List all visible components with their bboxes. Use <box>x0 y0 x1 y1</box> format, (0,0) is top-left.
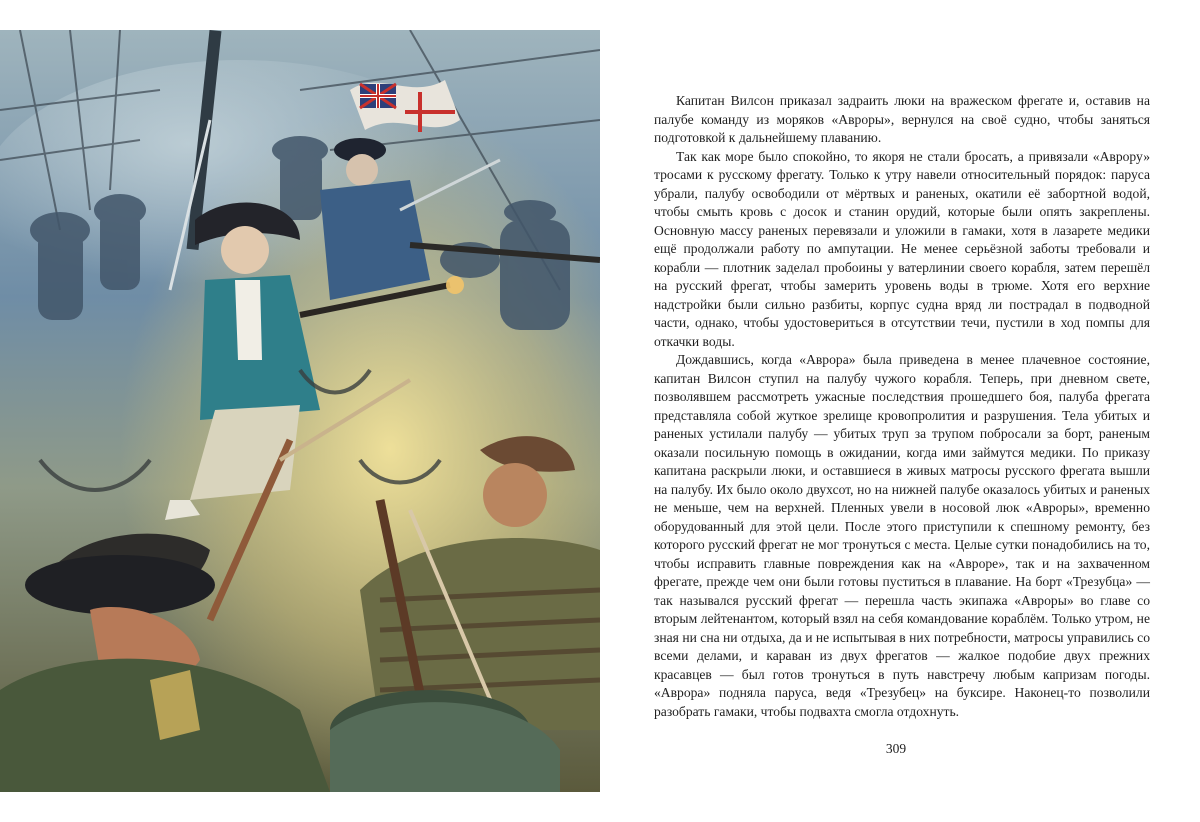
boarding-battle-painting <box>0 30 600 792</box>
page-number: 309 <box>885 741 907 756</box>
paragraph-3: Дождавшись, когда «Аврора» была приведена в менее плачевное состояние, капитан Вилсон ступил на палубу чужого корабля. Теперь, при дневном свете, позволявшем рассмотреть ужасные последствия прошедшего боя, палуба фрегата представляла собой жуткое зрелище кровопролития и разрушения. Тела убитых и раненых устилали палубу — убитых труп за трупом побросали за борт, раненым оказали посильную помощь в ожидании, когда ими займутся медики. По приказу капитана раскрыли люки, и оставшиеся в живых матросы русского фрегата вышли на палубу. Их было около двухсот, но на нижней палубе оказалось убитых и раненых не меньше, чем на верхней. Пленных увели в носовой люк «Авроры», временно оборудованный для этой цели. После этого приступили к спешному ремонту, без которого русский фрегат не мог тронуться с места. Целые сутки понадобились на то, чтобы исправить главные повреждения как на «Авроре», так и на захваченном фрегате, прежде чем они были готовы пуститься в плавание. На борт «Трезубца» — так назывался русский фрегат — перешла часть экипажа «Авроры» во главе со вторым лейтенантом, который взял на себя командование кораблём. Только утром, не зная ни сна ни отдыха, да и не испытывая в них потребности, матросы управились со всеми делами, и караван из двух фрегатов — жалкое подобие двух прежних красавцев — был готов тронуться в путь навстречу любым капризам погоды. «Аврора» подняла паруса, ведя «Трезубец» на буксире. Наконец-то позволили разобрать гамаки, чтобы подвахта смогла отдохнуть. <box>654 352 1150 719</box>
battle-illustration <box>0 30 600 792</box>
paragraph-1: Капитан Вилсон приказал задраить люки на вражеском фрегате и, оставив на палубе команду из моряков «Авроры», вернулся на своё судно, чтобы заняться подготовкой к дальнейшему плаванию. <box>654 93 1150 145</box>
paragraph-2: Так как море было спокойно, то якоря не стали бросать, а привязали «Аврору» тросами к русскому фрегату. Только к утру навели относительный порядок: паруса убрали, палубу освободили от мёртвых и раненых, окатили её забортной водой, чтобы смыть кровь с досок и станин орудий, которые были опять закреплены. Основную массу раненых перевязали и уложили в гамаки, хотя в лазарете медики ещё продолжали работу по ампутации. Не менее серьёзной заботы требовали и корабли — плотник заделал пробоины у ватерлинии своего корабля, затем перешёл на русский фрегат, чтобы замерить уровень воды в трюме. Хотя его верхние надстройки были сильно разбиты, корпус судна вряд ли пострадал в подводной части, однако, чтобы удостовериться в отсутствии течи, пустили в ход помпы для откачки воды. <box>654 148 1150 349</box>
text-page <box>654 92 1150 721</box>
